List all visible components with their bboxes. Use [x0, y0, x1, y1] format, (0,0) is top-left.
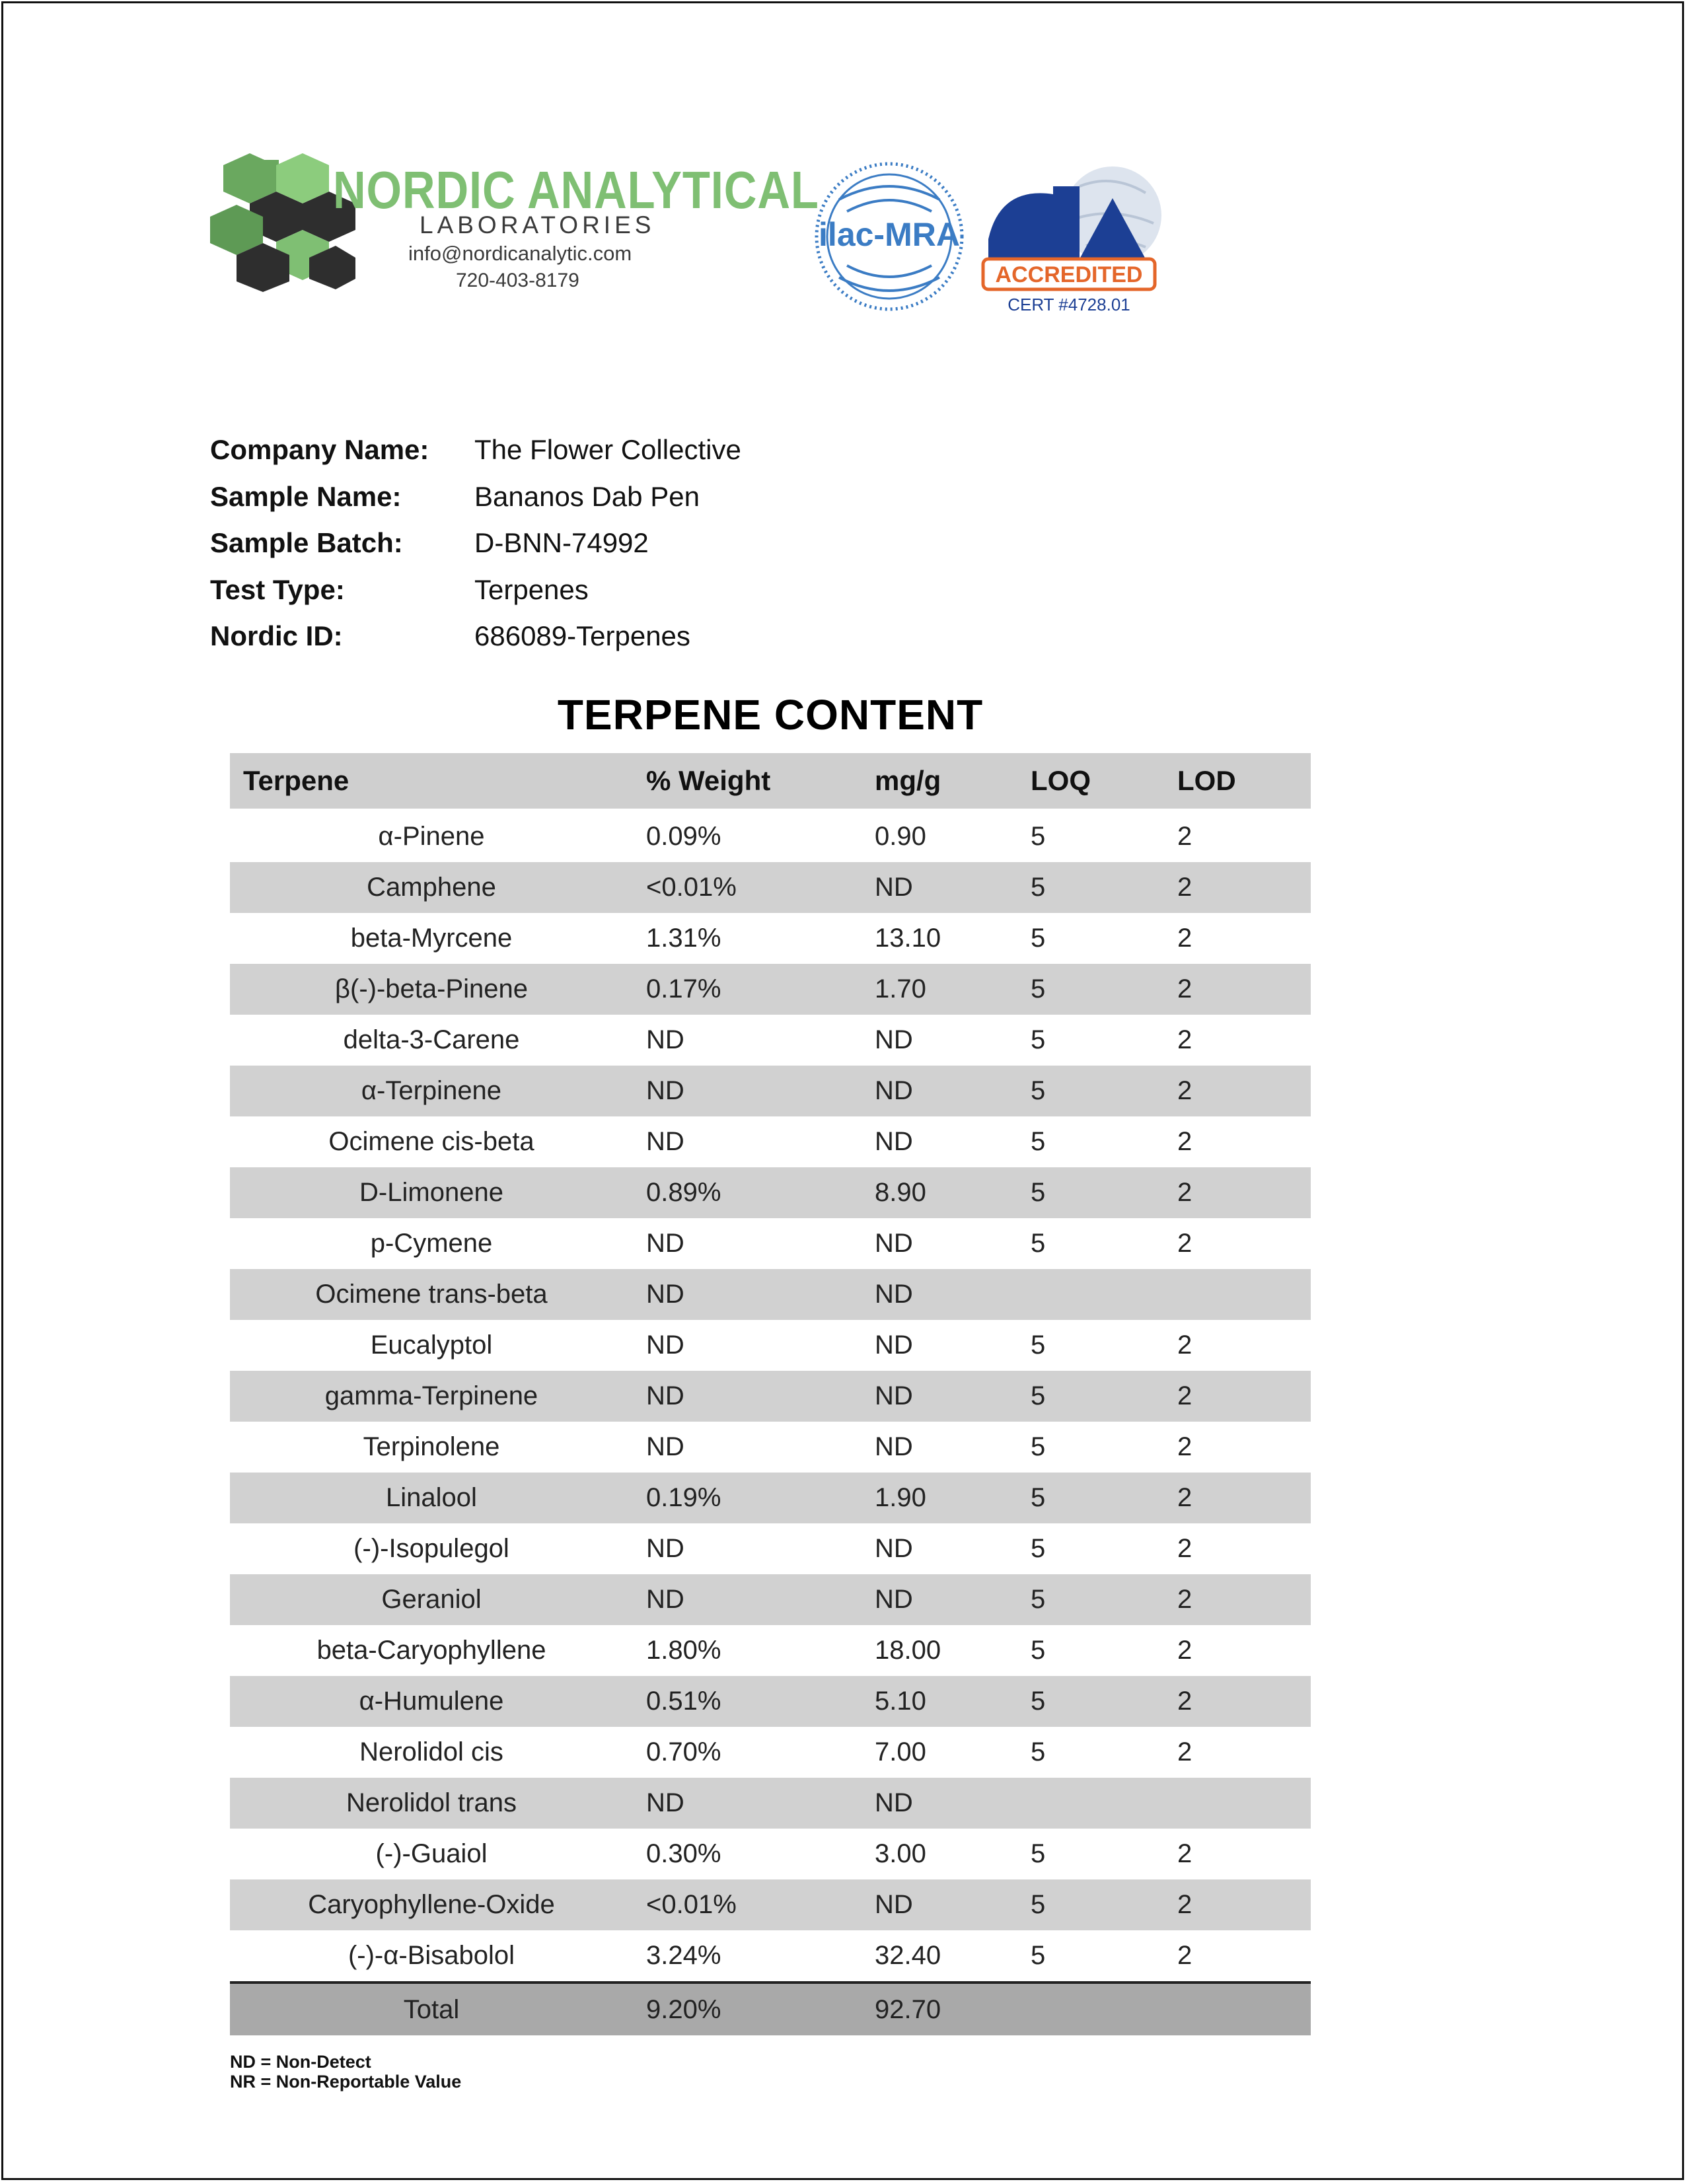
terpene-name: β(-)-beta-Pinene: [230, 964, 633, 1015]
table-body: [230, 810, 1311, 1983]
terpene-name: (-)-Isopulegol: [353, 1534, 509, 1563]
lod-value: 2: [1177, 1330, 1193, 1360]
ilac-logo-text: ilac-MRA: [819, 216, 960, 253]
column-header: Terpene: [230, 753, 633, 810]
brand-email: info@nordicanalytic.com: [408, 242, 632, 265]
loq-value: [1017, 1778, 1164, 1829]
mg-per-g: 13.10: [875, 924, 941, 953]
percent-weight: 0.19%: [633, 1473, 862, 1523]
table-row: [230, 1269, 1311, 1320]
percent-weight: ND: [633, 1066, 862, 1116]
percent-weight: ND: [646, 1229, 684, 1258]
lod-value: 2: [1177, 1534, 1193, 1563]
lod-value: 2: [1177, 1127, 1193, 1156]
table-row: [230, 1778, 1311, 1829]
total-row: [230, 1983, 1311, 2035]
mg-per-g: 1.90: [862, 1473, 1017, 1523]
a2la-cert-text: CERT #4728.01: [1008, 295, 1130, 314]
mg-per-g: 8.90: [862, 1167, 1017, 1218]
lod-value: 2: [1164, 1066, 1311, 1116]
table-title: TERPENE CONTENT: [557, 691, 984, 739]
info-value: D-BNN-74992: [474, 527, 649, 559]
loq-value: 5: [1031, 924, 1046, 953]
table-row: [230, 1116, 1311, 1167]
loq-value: 5: [1017, 1574, 1164, 1625]
a2la-accredited-badge: [980, 160, 1163, 316]
lod-value: [1164, 1269, 1311, 1320]
info-value: Bananos Dab Pen: [474, 480, 700, 512]
sample-info: [210, 427, 741, 660]
loq-value: 5: [1031, 1737, 1046, 1766]
percent-weight: ND: [633, 1574, 862, 1625]
lod-value: 2: [1164, 1676, 1311, 1727]
terpene-name: α-Pinene: [378, 822, 485, 851]
terpene-name: (-)-α-Bisabolol: [348, 1941, 515, 1970]
ilac-mra-seal-icon: [813, 160, 966, 313]
terpene-name: (-)-Guaiol: [375, 1839, 488, 1868]
lod-value: 2: [1177, 1839, 1193, 1868]
loq-value: 5: [1017, 1676, 1164, 1727]
a2la-accredited-text: ACCREDITED: [995, 262, 1143, 287]
info-value: The Flower Collective: [474, 434, 741, 466]
percent-weight: ND: [633, 1371, 862, 1422]
loq-value: 5: [1017, 964, 1164, 1015]
loq-value: 5: [1017, 1066, 1164, 1116]
percent-weight: ND: [646, 1534, 684, 1563]
loq-value: 5: [1031, 1432, 1046, 1461]
percent-weight: 1.31%: [646, 924, 721, 953]
footnotes: [230, 2052, 461, 2092]
loq-value: 5: [1031, 1025, 1046, 1054]
lod-value: 2: [1177, 1432, 1193, 1461]
table-row: [230, 964, 1311, 1015]
mg-per-g: ND: [862, 1269, 1017, 1320]
table-row: [230, 810, 1311, 862]
percent-weight: 0.89%: [633, 1167, 862, 1218]
footnote-nd: ND = Non-Detect: [230, 2052, 371, 2072]
percent-weight: 1.80%: [646, 1636, 721, 1665]
info-label: Nordic ID:: [210, 620, 343, 652]
lod-value: [1164, 1778, 1311, 1829]
mg-per-g: ND: [862, 1574, 1017, 1625]
column-header: LOQ: [1017, 753, 1164, 810]
terpene-name: Geraniol: [230, 1574, 633, 1625]
terpene-name: Eucalyptol: [370, 1330, 493, 1360]
loq-value: 5: [1017, 862, 1164, 913]
table-row: [230, 1727, 1311, 1778]
loq-value: 5: [1017, 1879, 1164, 1930]
lod-value: 2: [1164, 862, 1311, 913]
lod-value: 2: [1177, 822, 1193, 851]
percent-weight: ND: [646, 1025, 684, 1054]
table-row: [230, 1015, 1311, 1066]
info-label: Company Name:: [210, 434, 429, 466]
table-row: [230, 1829, 1311, 1879]
percent-weight: ND: [646, 1330, 684, 1360]
column-header: LOD: [1164, 753, 1311, 810]
lod-value: 2: [1164, 1371, 1311, 1422]
info-row-sample-name: [210, 474, 741, 521]
info-row-sample-batch: [210, 520, 741, 567]
terpene-name: Linalool: [230, 1473, 633, 1523]
mg-per-g: ND: [862, 1066, 1017, 1116]
mg-per-g: 1.70: [862, 964, 1017, 1015]
info-label: Sample Batch:: [210, 527, 403, 559]
loq-value: [1017, 1269, 1164, 1320]
percent-weight: ND: [646, 1432, 684, 1461]
percent-weight: 0.17%: [633, 964, 862, 1015]
total-weight: 9.20%: [633, 1983, 862, 2035]
table-row: [230, 1676, 1311, 1727]
terpene-name: beta-Myrcene: [350, 924, 513, 953]
loq-value: 5: [1031, 1636, 1046, 1665]
mg-per-g: ND: [875, 1330, 913, 1360]
terpene-name: beta-Caryophyllene: [316, 1636, 546, 1665]
terpene-name: α-Humulene: [230, 1676, 633, 1727]
terpene-name: Terpinolene: [363, 1432, 500, 1461]
table-row: [230, 1218, 1311, 1269]
lod-value: 2: [1177, 1941, 1193, 1970]
loq-value: 5: [1031, 1941, 1046, 1970]
mg-per-g: ND: [875, 1534, 913, 1563]
terpene-name: Ocimene cis-beta: [328, 1127, 534, 1156]
loq-value: 5: [1017, 1371, 1164, 1422]
table-row: [230, 1422, 1311, 1473]
column-header: % Weight: [633, 753, 862, 810]
mg-per-g: 5.10: [862, 1676, 1017, 1727]
total-lod: [1164, 1983, 1311, 2035]
terpene-name: Caryophyllene-Oxide: [230, 1879, 633, 1930]
percent-weight: 0.09%: [646, 822, 721, 851]
table-header-row: [230, 753, 1311, 810]
loq-value: 5: [1031, 1839, 1046, 1868]
terpene-table: [230, 753, 1311, 2035]
mg-per-g: ND: [875, 1025, 913, 1054]
mg-per-g: ND: [875, 1229, 913, 1258]
percent-weight: ND: [633, 1778, 862, 1829]
brand-phone: 720-403-8179: [456, 270, 579, 291]
percent-weight: 0.70%: [646, 1737, 721, 1766]
loq-value: 5: [1031, 1330, 1046, 1360]
percent-weight: <0.01%: [633, 1879, 862, 1930]
loq-value: 5: [1031, 822, 1046, 851]
mg-per-g: 18.00: [875, 1636, 941, 1665]
percent-weight: 3.24%: [646, 1941, 721, 1970]
table-row: [230, 862, 1311, 913]
lod-value: 2: [1164, 964, 1311, 1015]
lod-value: 2: [1164, 1574, 1311, 1625]
table-row: [230, 1167, 1311, 1218]
lod-value: 2: [1177, 1636, 1193, 1665]
percent-weight: ND: [646, 1127, 684, 1156]
mg-per-g: ND: [862, 1778, 1017, 1829]
table-row: [230, 1320, 1311, 1371]
info-value: 686089-Terpenes: [474, 620, 690, 652]
terpene-name: Nerolidol trans: [230, 1778, 633, 1829]
table-row: [230, 1523, 1311, 1574]
lod-value: 2: [1177, 924, 1193, 953]
table-row: [230, 1371, 1311, 1422]
terpene-name: Camphene: [230, 862, 633, 913]
table-row: [230, 1879, 1311, 1930]
mg-per-g: 7.00: [875, 1737, 926, 1766]
mg-per-g: ND: [862, 1371, 1017, 1422]
info-label: Sample Name:: [210, 480, 402, 512]
loq-value: 5: [1031, 1229, 1046, 1258]
brand-subtitle: LABORATORIES: [420, 211, 655, 238]
terpene-name: gamma-Terpinene: [230, 1371, 633, 1422]
percent-weight: <0.01%: [633, 862, 862, 913]
lod-value: 2: [1164, 1879, 1311, 1930]
mg-per-g: ND: [875, 1432, 913, 1461]
terpene-name: p-Cymene: [370, 1229, 493, 1258]
table-row: [230, 1473, 1311, 1523]
total-label: Total: [230, 1983, 633, 2035]
terpene-name: delta-3-Carene: [343, 1025, 520, 1054]
table-row: [230, 1930, 1311, 1983]
lod-value: 2: [1164, 1167, 1311, 1218]
loq-value: 5: [1031, 1127, 1046, 1156]
info-value: Terpenes: [474, 573, 589, 605]
brand-logo: [210, 149, 819, 298]
percent-weight: 0.51%: [633, 1676, 862, 1727]
mg-per-g: ND: [862, 862, 1017, 913]
table-row: [230, 1625, 1311, 1676]
info-row-company: [210, 427, 741, 474]
mg-per-g: ND: [862, 1879, 1017, 1930]
terpene-name: Nerolidol cis: [359, 1737, 503, 1766]
total-loq: [1017, 1983, 1164, 2035]
mg-per-g: 0.90: [875, 822, 926, 851]
mg-per-g: 3.00: [875, 1839, 926, 1868]
percent-weight: 0.30%: [646, 1839, 721, 1868]
table-row: [230, 1574, 1311, 1625]
info-row-test-type: [210, 567, 741, 614]
lod-value: 2: [1177, 1737, 1193, 1766]
loq-value: 5: [1031, 1534, 1046, 1563]
terpene-name: D-Limonene: [230, 1167, 633, 1218]
loq-value: 5: [1017, 1473, 1164, 1523]
mg-per-g: ND: [875, 1127, 913, 1156]
loq-value: 5: [1017, 1167, 1164, 1218]
percent-weight: ND: [633, 1269, 862, 1320]
terpene-name: Ocimene trans-beta: [230, 1269, 633, 1320]
info-row-nordic-id: [210, 613, 741, 660]
footnote-nr: NR = Non-Reportable Value: [230, 2072, 462, 2092]
brand-name: NORDIC ANALYTICAL: [333, 161, 819, 219]
column-header: mg/g: [862, 753, 1017, 810]
table-row: [230, 913, 1311, 964]
lod-value: 2: [1164, 1473, 1311, 1523]
info-label: Test Type:: [210, 573, 345, 605]
terpene-name: α-Terpinene: [230, 1066, 633, 1116]
total-mg-g: 92.70: [862, 1983, 1017, 2035]
lod-value: 2: [1177, 1229, 1193, 1258]
mg-per-g: 32.40: [875, 1941, 941, 1970]
table-row: [230, 1066, 1311, 1116]
lod-value: 2: [1177, 1025, 1193, 1054]
